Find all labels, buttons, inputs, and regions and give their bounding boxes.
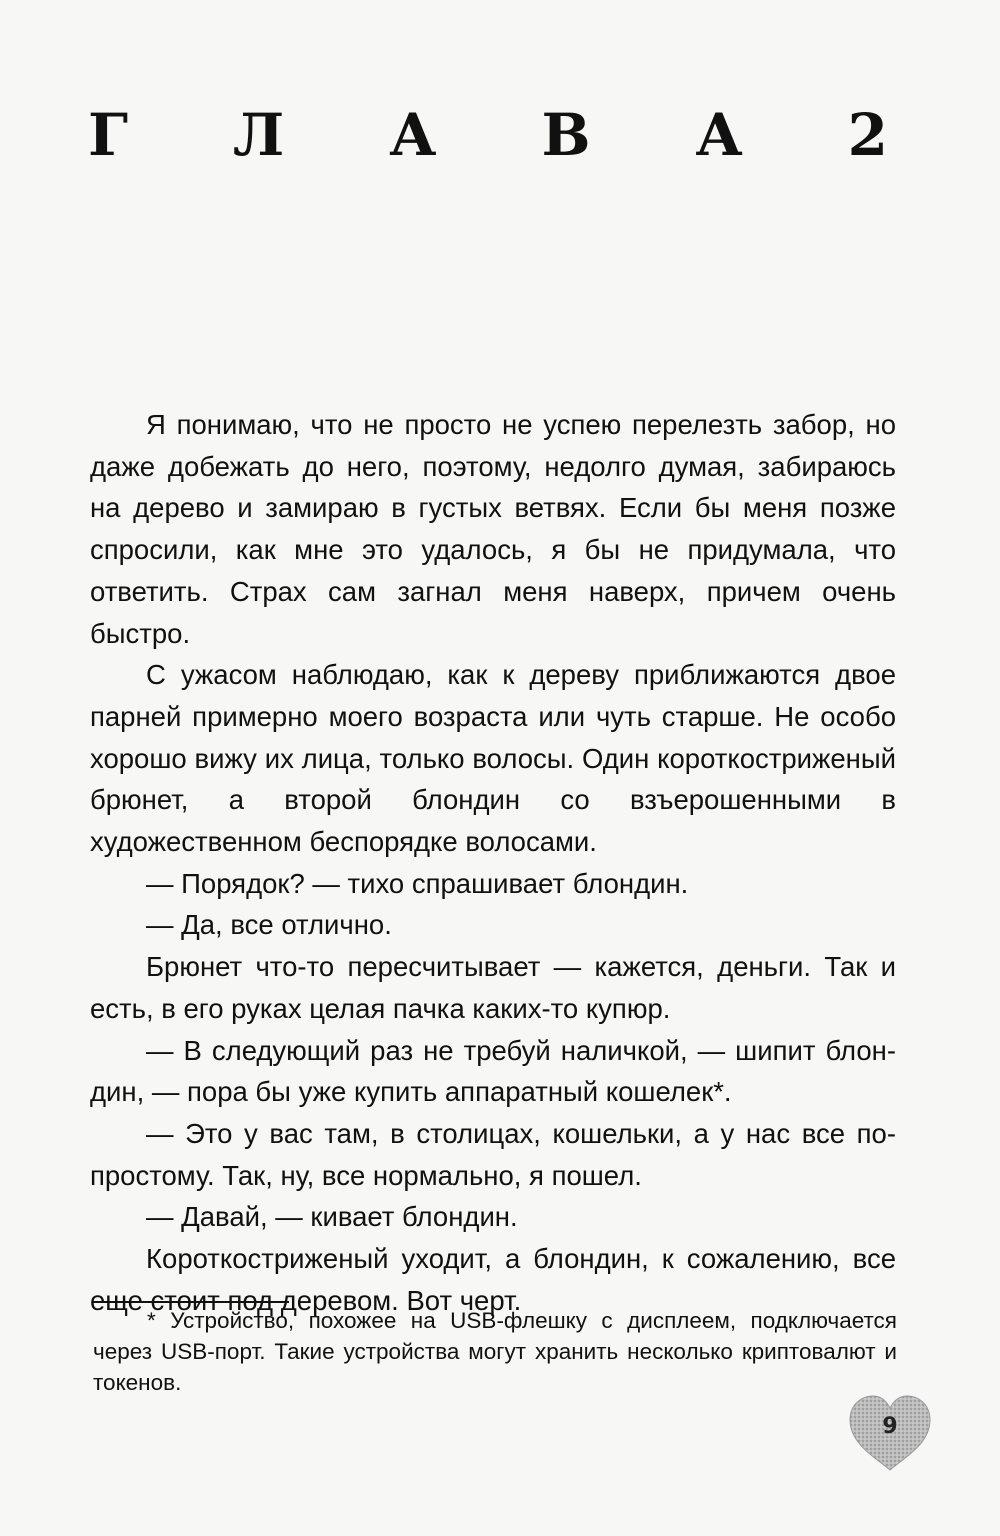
chapter-heading xyxy=(88,95,888,175)
paragraph: Я понимаю, что не просто не успею перелезть забор, но даже добежать до него, поэтому, недолго думая, забираюсь на дерево и замираю в густых ветвях. Если бы меня позже спросили, как мне это удалось, я бы не придумала, что ответить. Страх сам загнал меня наверх, причем очень быстро. xyxy=(90,409,896,649)
footnote-divider xyxy=(93,1301,289,1303)
chapter-letter: В xyxy=(541,101,591,169)
paragraph: — Порядок? — тихо спрашивает блондин. xyxy=(146,867,689,899)
page-number: 9 xyxy=(882,1414,898,1439)
page-number-badge xyxy=(846,1392,934,1474)
chapter-number: 2 xyxy=(847,101,888,169)
paragraph: — В следующий раз не требуй наличкой, — шипит блондин, — пора бы уже купить аппаратный кошелек*. xyxy=(90,1034,896,1108)
chapter-body xyxy=(90,404,896,1321)
paragraph: — Да, все отлично. xyxy=(146,909,392,941)
chapter-letter: Л xyxy=(233,101,285,169)
paragraph: Брюнет что-то пересчитывает — кажется, деньги. Так и есть, в его руках целая пачка каких-то купюр. xyxy=(90,951,896,1024)
paragraph: Короткостриженый уходит, а блондин, к сожалению, все еще стоит под деревом. Вот черт. xyxy=(90,1243,896,1316)
footnote-text: * Устройство, похожее на USB-флешку с дисплеем, подключается через USB-порт. Такие устройства могут хранить несколько криптовалют и токенов. xyxy=(93,1308,897,1395)
footnote xyxy=(93,1305,897,1398)
chapter-letter: А xyxy=(389,101,437,169)
paragraph: — Это у вас там, в столицах, кошельки, а у нас все по-простому. Так, ну, все нормально, я пошел. xyxy=(90,1117,896,1191)
chapter-letter: А xyxy=(695,101,743,169)
paragraph: С ужасом наблюдаю, как к дереву приближаются двое парней примерно моего возраста или чуть старше. Не особо хорошо вижу их лица, только волосы. Один короткостриженый брюнет, а второй блондин со взъерошенными в художественном беспорядке волосами. xyxy=(90,659,896,858)
chapter-letter: Г xyxy=(88,101,129,169)
paragraph: — Давай, — кивает блондин. xyxy=(146,1201,518,1233)
